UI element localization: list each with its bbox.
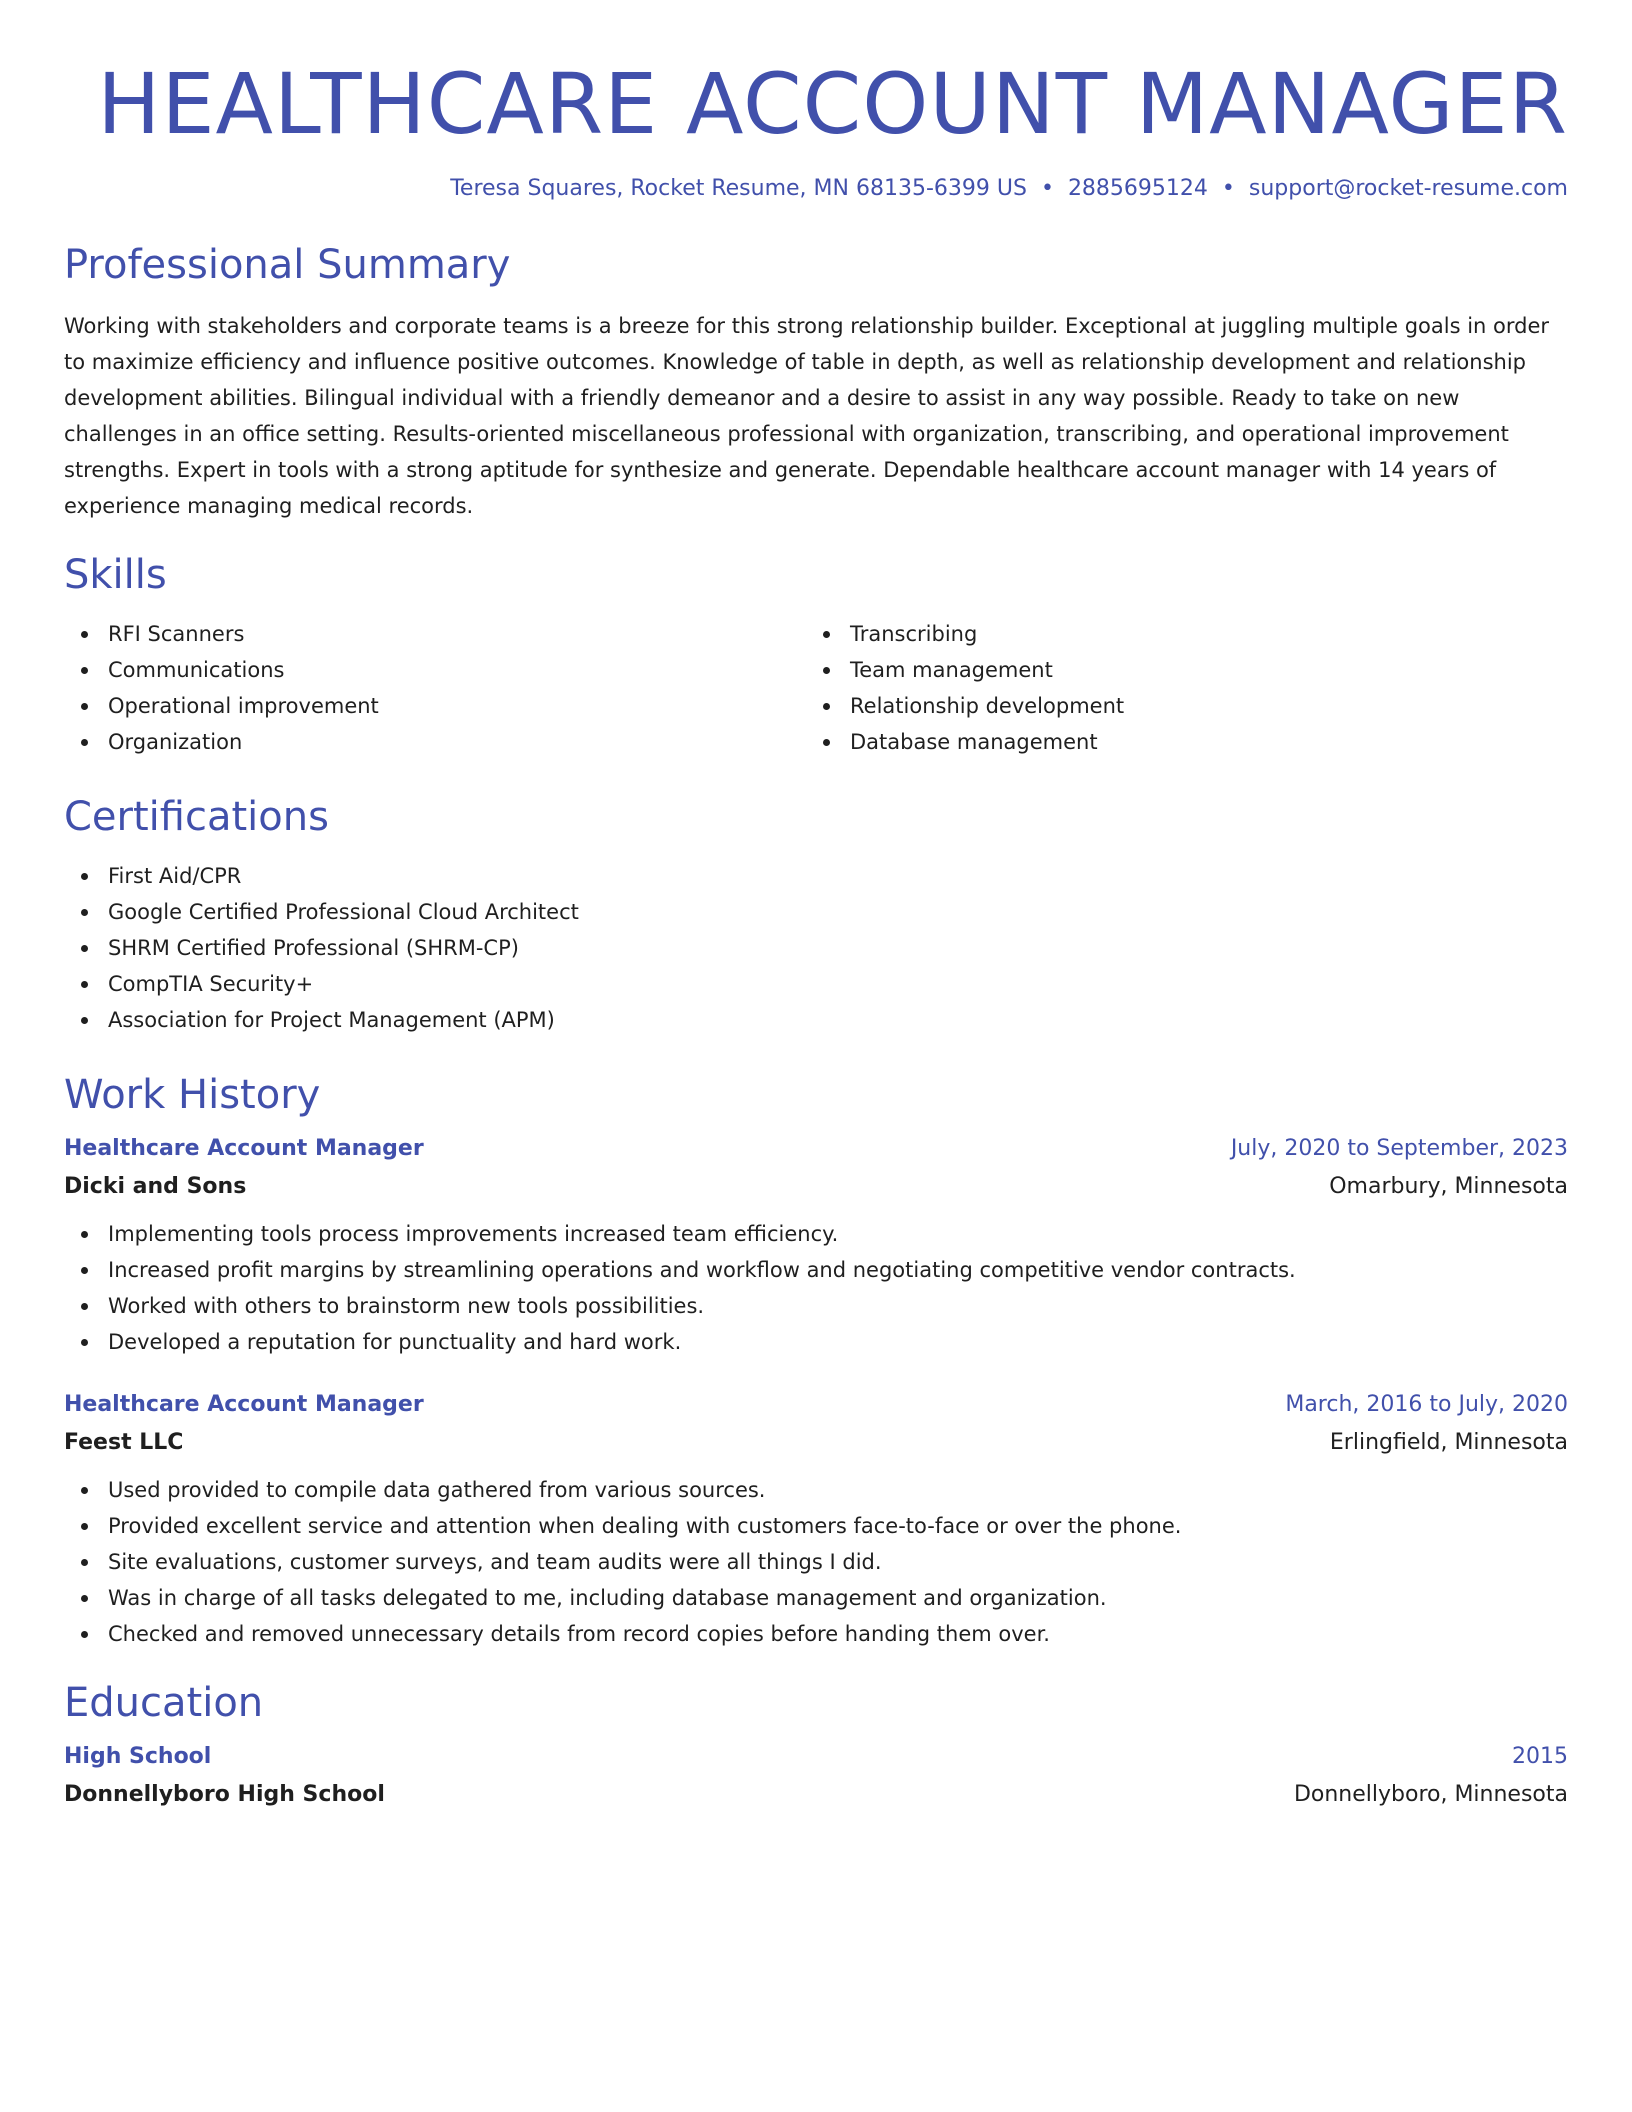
certifications-section [64,792,1568,1038]
skill-item: Operational improvement [64,688,806,724]
education-degree: High School [64,1744,212,1769]
summary-text: Working with stakeholders and corporate teams is a breeze for this strong relationship builder. Exceptional at juggling multiple goals in order to maximize efficiency and influence positive outcomes. Knowledge of table in depth, as well as relationship development and relationship development abilities. Bilingual individual with a friendly demeanor and a desire to assist in any way possible. Ready to take on new challenges in an office setting. Results-oriented miscellaneous professional with organization, transcribing, and operational improvement strengths. Expert in tools with a strong aptitude for synthesize and generate. Dependable healthcare account manager with 14 years of experience managing medical records. [64,314,1550,518]
resume-page [64,0,1568,1810]
certification-item: Google Certified Professional Cloud Architect [64,894,1568,930]
job-dates: March, 2016 to July, 2020 [1285,1392,1568,1417]
contact-phone: 2885695124 [1067,176,1208,201]
contact-line [64,174,1568,204]
job-title: Healthcare Account Manager [64,1136,424,1161]
contact-address: Teresa Squares, Rocket Resume, MN 68135-6399 US [450,176,1027,201]
job-company: Dicki and Sons [64,1174,247,1199]
skill-item: Communications [64,652,806,688]
job-title-row [64,1134,1568,1164]
summary-heading: Professional Summary [64,242,511,288]
job-bullet: Developed a reputation for punctuality and hard work. [64,1324,1568,1360]
skill-item: Transcribing [806,616,1548,652]
job-title-row [64,1390,1568,1420]
certifications-heading: Certifications [64,794,329,840]
job-location: Omarbury, Minnesota [1329,1174,1568,1199]
job-bullet: Was in charge of all tasks delegated to me, including database management and organization. [64,1580,1568,1616]
contact-email: support@rocket-resume.com [1248,176,1568,201]
resume-title: HEALTHCARE ACCOUNT MANAGER [97,55,1568,153]
job-bullets [64,1472,1568,1652]
job-company-row [64,1172,1568,1202]
contact-separator: • [1221,176,1235,201]
skills-columns [64,616,1568,760]
job-bullet: Provided excellent service and attention when dealing with customers face-to-face or over the phone. [64,1508,1568,1544]
job-bullet: Implementing tools process improvements increased team efficiency. [64,1216,1568,1252]
contact-separator: • [1040,176,1054,201]
skills-section [64,550,1568,760]
skill-item: RFI Scanners [64,616,806,652]
skill-item: Relationship development [806,688,1548,724]
job-location: Erlingfield, Minnesota [1329,1430,1568,1455]
skills-list-right [806,616,1548,760]
education-school: Donnellyboro High School [64,1782,385,1807]
education-school-row [64,1780,1568,1810]
skill-item: Organization [64,724,806,760]
education-location: Donnellyboro, Minnesota [1293,1782,1568,1807]
job-entry [64,1390,1568,1652]
skill-item: Team management [806,652,1548,688]
job-dates: July, 2020 to September, 2023 [1230,1136,1568,1161]
certification-item: First Aid/CPR [64,858,1568,894]
job-title: Healthcare Account Manager [64,1392,424,1417]
job-bullet: Site evaluations, customer surveys, and team audits were all things I did. [64,1544,1568,1580]
job-company-row [64,1428,1568,1458]
certifications-list [64,858,1568,1038]
summary-section [64,240,1568,524]
job-bullet: Used provided to compile data gathered from various sources. [64,1472,1568,1508]
skills-list-left [64,616,806,760]
skills-heading: Skills [64,552,167,598]
job-company: Feest LLC [64,1430,184,1455]
certification-item: SHRM Certified Professional (SHRM-CP) [64,930,1568,966]
job-bullet: Checked and removed unnecessary details from record copies before handing them over. [64,1616,1568,1652]
work-history-section [64,1070,1568,1652]
certification-item: CompTIA Security+ [64,966,1568,1002]
education-heading: Education [64,1680,264,1726]
job-bullet: Worked with others to brainstorm new tools possibilities. [64,1288,1568,1324]
job-entry [64,1134,1568,1360]
job-bullet: Increased profit margins by streamlining operations and workflow and negotiating competitive vendor contracts. [64,1252,1568,1288]
education-year: 2015 [1512,1744,1568,1769]
skill-item: Database management [806,724,1548,760]
job-bullets [64,1216,1568,1360]
education-degree-row [64,1742,1568,1772]
certification-item: Association for Project Management (APM) [64,1002,1568,1038]
education-section [64,1678,1568,1810]
work-history-heading: Work History [64,1072,321,1118]
